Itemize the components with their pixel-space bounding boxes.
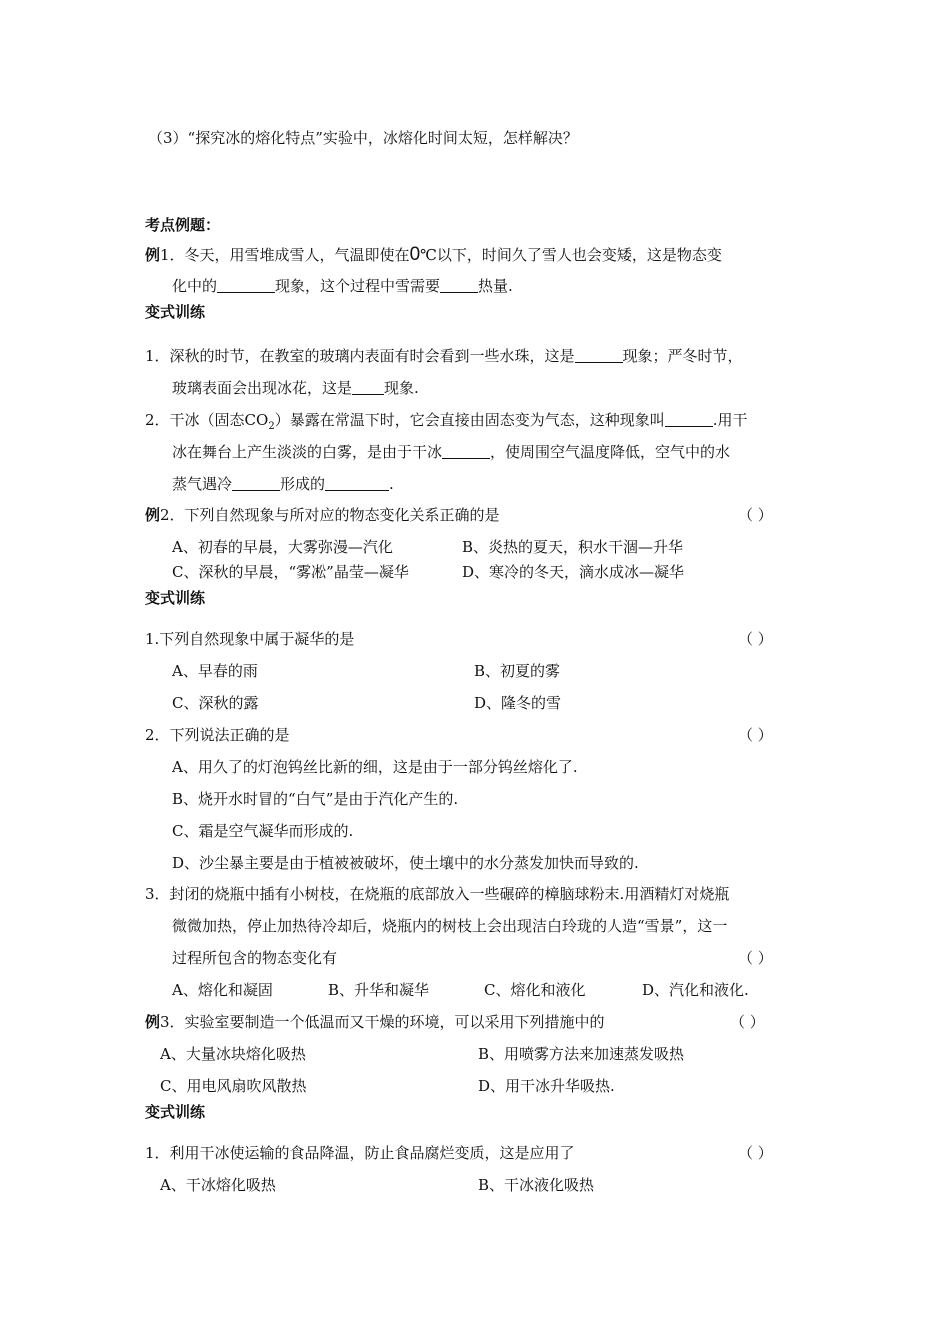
answer-paren: （ ）	[730, 1013, 765, 1031]
zero-value: 0	[409, 244, 421, 265]
option-c: C、深秋的露	[172, 694, 259, 712]
blank	[442, 444, 490, 459]
option-d: D、寒冷的冬天，滴水成冰—凝华	[462, 563, 685, 581]
blank	[665, 412, 713, 427]
blank	[232, 476, 280, 491]
variant-1-q1-line-2: 玻璃表面会出现冰花，这是 现象.	[172, 379, 419, 397]
variant-1-q1-line-1: 1．深秋的时节，在教室的玻璃内表面有时会看到一些水珠，这是 现象；严冬时节，	[145, 347, 743, 365]
blank	[352, 380, 384, 395]
variant-3-q1-stem: 1．利用干冰使运输的食品降温，防止食品腐烂变质，这是应用了	[145, 1144, 575, 1162]
option-b: B、炎热的夏天，积水干涸—升华	[462, 538, 684, 556]
example-label: 例	[145, 506, 161, 524]
variant-1-q2-line-2: 冰在舞台上产生淡淡的白雾，是由于干冰 ，使周围空气温度降低，空气中的水	[172, 443, 731, 461]
option-b: B、初夏的雾	[474, 662, 561, 680]
example-3-stem: 例3．实验室要制造一个低温而又干燥的环境，可以采用下列措施中的	[145, 1013, 605, 1031]
option-b: B、干冰液化吸热	[478, 1176, 595, 1194]
blank	[325, 476, 389, 491]
option-a: A、干冰熔化吸热	[160, 1176, 276, 1194]
variant-2-q1-stem: 1.下列自然现象中属于凝华的是	[145, 630, 355, 648]
blank	[217, 278, 275, 293]
section-title: 考点例题：	[145, 216, 221, 234]
option-c: C、用电风扇吹风散热	[160, 1077, 307, 1095]
option-b: B、用喷雾方法来加速蒸发吸热	[478, 1045, 685, 1063]
example-1-line-1: 例1．冬天，用雪堆成雪人，气温即使在0℃以下，时间久了雪人也会变矮，这是物态变	[145, 244, 722, 265]
variant-2-q3-line-1: 3．封闭的烧瓶中插有小树枝，在烧瓶的底部放入一些碾碎的樟脑球粉末.用酒精灯对烧瓶	[145, 885, 730, 903]
option-a: A、用久了的灯泡钨丝比新的细，这是由于一部分钨丝熔化了.	[172, 758, 578, 776]
answer-paren: （ ）	[738, 949, 773, 967]
option-c: C、熔化和液化	[484, 981, 586, 999]
answer-paren: （ ）	[738, 726, 773, 744]
variant-1-q2-line-3: 蒸气遇冷 形成的 .	[172, 475, 394, 493]
option-d: D、用干冰升华吸热.	[478, 1077, 615, 1095]
option-b: B、升华和凝华	[328, 981, 430, 999]
option-b: B、烧开水时冒的“白气”是由于汽化产生的.	[172, 790, 459, 808]
blank	[440, 278, 478, 293]
option-c: C、霜是空气凝华而形成的.	[172, 822, 354, 840]
option-d: D、隆冬的雪	[474, 694, 562, 712]
answer-paren: （ ）	[738, 1144, 773, 1162]
variant-2-q3-line-3: 过程所包含的物态变化有	[172, 949, 338, 967]
variant-2-q2-stem: 2．下列说法正确的是	[145, 726, 290, 744]
example-label: 例	[145, 1013, 161, 1031]
option-a: A、早春的雨	[172, 662, 258, 680]
answer-paren: （ ）	[738, 630, 773, 648]
option-a: A、初春的早晨，大雾弥漫—汽化	[172, 538, 393, 556]
example-label: 例	[145, 246, 161, 264]
option-c: C、深秋的早晨，“雾凇”晶莹—凝华	[172, 563, 409, 581]
example-2-stem: 例2．下列自然现象与所对应的物态变化关系正确的是	[145, 506, 500, 524]
option-d: D、沙尘暴主要是由于植被被破坏，使土壤中的水分蒸发加快而导致的.	[172, 854, 639, 872]
blank	[575, 348, 623, 363]
option-a: A、熔化和凝固	[172, 981, 273, 999]
question-3: （3）“探究冰的熔化特点”实验中，冰熔化时间太短，怎样解决？	[148, 129, 578, 147]
option-d: D、汽化和液化.	[642, 981, 749, 999]
variant-title: 变式训练	[145, 589, 206, 607]
variant-2-q3-line-2: 微微加热，停止加热待冷却后，烧瓶内的树枝上会出现洁白玲珑的人造“雪景”，这一	[172, 917, 728, 935]
answer-paren: （ ）	[738, 506, 773, 524]
variant-title: 变式训练	[145, 303, 206, 321]
variant-1-q2-line-1: 2．干冰（固态$CO_2$）暴露在常温下时，它会直接由固态变为气态，这种现象叫 .用干	[145, 411, 748, 432]
example-1-line-2: 化中的 现象，这个过程中雪需要 热量.	[172, 277, 513, 295]
variant-title: 变式训练	[145, 1103, 206, 1121]
option-a: A、大量冰块熔化吸热	[160, 1045, 306, 1063]
